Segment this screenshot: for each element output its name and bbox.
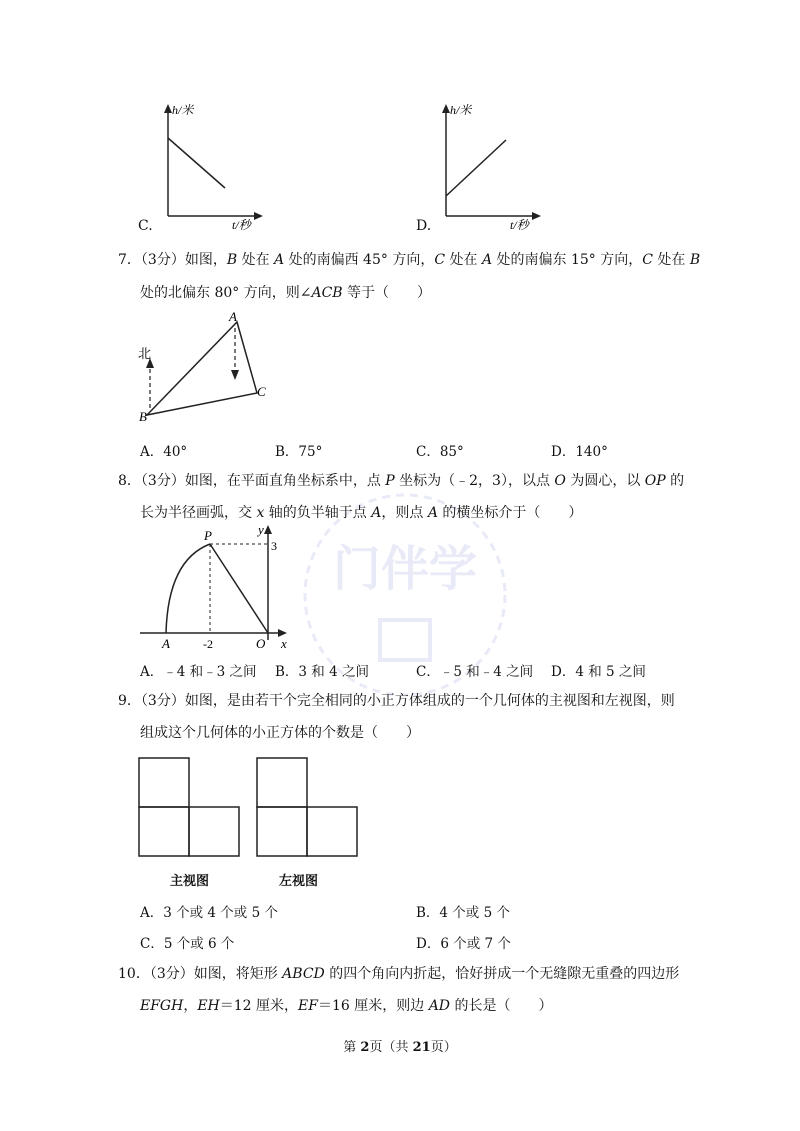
q9-stem-line1: 9．（3分）如图，是由若干个完全相同的小正方体组成的一个几何体的主视图和左视图，则 xyxy=(118,693,675,709)
q6-option-d-label: D. xyxy=(416,218,432,234)
q7-fig-c: C xyxy=(257,384,266,399)
q9-option-b[interactable]: B．4 个或 5 个 xyxy=(416,905,510,921)
q8-fig-p: P xyxy=(204,528,212,543)
q8-option-b[interactable]: B．3 和 4 之间 xyxy=(275,664,369,680)
q6-option-c-label: C. xyxy=(138,218,153,234)
q8-fig-a: A xyxy=(162,636,170,651)
q7-fig-north: 北 xyxy=(138,347,152,362)
q8-option-a[interactable]: A．﹣4 和﹣3 之间 xyxy=(140,664,257,680)
q9-option-c[interactable]: C．5 个或 6 个 xyxy=(140,936,235,952)
q7-stem-line2: 处的北偏东 80° 方向，则∠ACB 等于（ ） xyxy=(140,285,432,301)
q8-fig-x: x xyxy=(281,636,287,651)
q7-option-b[interactable]: B．75° xyxy=(275,444,323,460)
q7-option-c[interactable]: C．85° xyxy=(416,444,464,460)
graph-c-y-label: h/米 xyxy=(172,103,194,117)
q10-stem-line1: 10．（3分）如图，将矩形 ABCD 的四个角向内折起，恰好拼成一个无缝隙无重叠的四边形 xyxy=(118,966,680,982)
q9-stem-line2: 组成这个几何体的小正方体的个数是（ ） xyxy=(140,725,420,741)
page-footer: 第 2页（共 21页） xyxy=(343,1040,457,1055)
q6-graph-c xyxy=(150,98,270,233)
q9-caption-left: 左视图 xyxy=(279,874,319,889)
q7-option-a[interactable]: A．40° xyxy=(140,444,188,460)
q8-figure xyxy=(132,520,302,655)
q8-stem-line2: 长为半径画弧，交 x 轴的负半轴于点 A，则点 A 的横坐标介于（ ） xyxy=(140,505,583,521)
q6-graph-d xyxy=(428,98,548,233)
watermark-text: 门伴学 xyxy=(332,543,478,596)
q9-front-view xyxy=(138,757,242,859)
q7-figure xyxy=(132,308,282,428)
q7-option-d[interactable]: D．140° xyxy=(551,444,608,460)
q8-option-d[interactable]: D．4 和 5 之间 xyxy=(551,664,646,680)
graph-d-y-label: h/米 xyxy=(450,103,472,117)
q9-option-d[interactable]: D．6 个或 7 个 xyxy=(416,936,511,952)
q9-option-a[interactable]: A．3 个或 4 个或 5 个 xyxy=(140,905,278,921)
graph-c-x-label: t/秒 xyxy=(232,218,251,232)
q7-stem-line1: 7．（3分）如图，B 处在 A 处的南偏西 45° 方向，C 处在 A 处的南偏东 15° 方向，C 处在 B xyxy=(118,252,701,268)
q8-fig-neg2: -2 xyxy=(203,637,213,651)
q8-fig-3: 3 xyxy=(271,539,277,553)
q7-fig-b: B xyxy=(139,409,147,424)
graph-d-x-label: t/秒 xyxy=(510,218,529,232)
q10-stem-line2: EFGH，EH＝12 厘米，EF＝16 厘米，则边 AD 的长是（ ） xyxy=(140,998,553,1014)
q8-stem-line1: 8．（3分）如图，在平面直角坐标系中，点 P 坐标为（﹣2，3），以点 O 为圆心，以 OP 的 xyxy=(118,473,685,489)
q9-left-view xyxy=(256,757,360,859)
q8-option-c[interactable]: C．﹣5 和﹣4 之间 xyxy=(416,664,534,680)
q8-fig-y: y xyxy=(258,522,264,537)
q7-fig-a: A xyxy=(229,309,237,324)
q9-caption-front: 主视图 xyxy=(170,874,210,889)
q8-fig-o: O xyxy=(256,636,266,651)
